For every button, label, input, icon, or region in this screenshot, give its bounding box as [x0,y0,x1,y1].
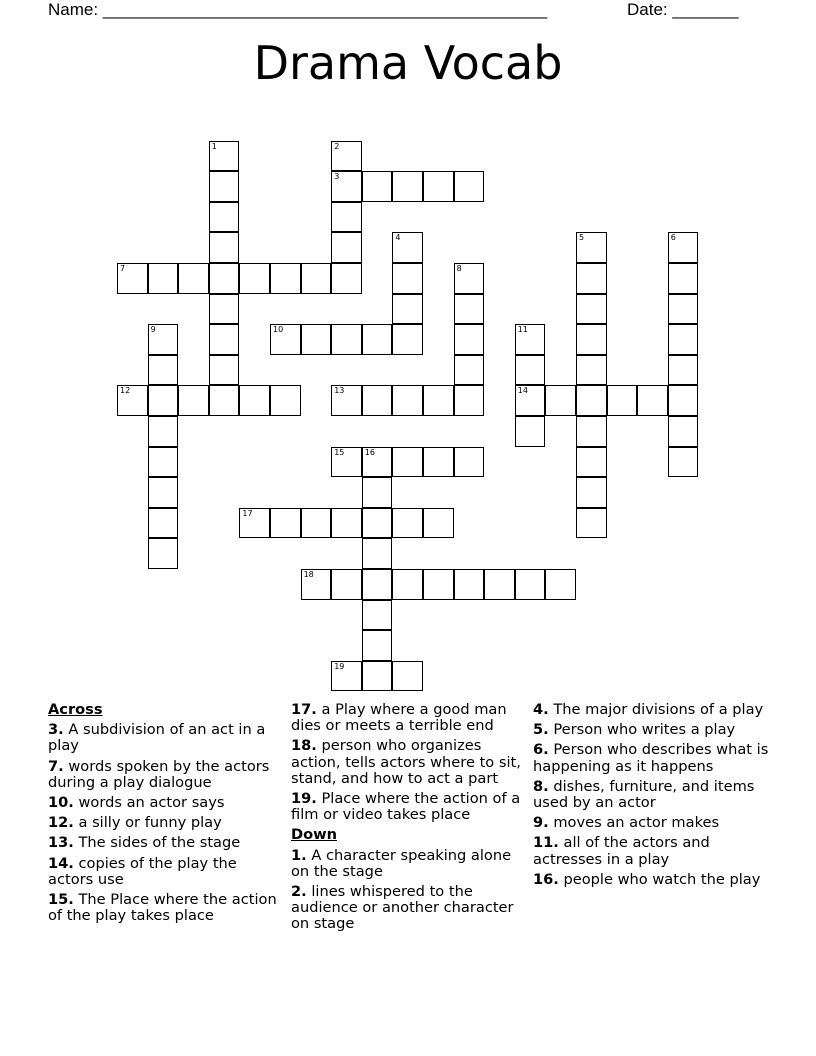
crossword-cell[interactable] [362,508,393,539]
crossword-cell[interactable] [668,416,699,447]
clue-text: Person who writes a play [548,721,736,739]
clue-item [48,835,284,851]
clue-number: 14. [48,854,74,872]
crossword-cell[interactable] [392,294,423,325]
crossword-cell[interactable] [576,508,607,539]
cell-number: 1 [211,141,217,151]
cell-number: 14 [517,386,528,396]
crossword-cell[interactable] [668,232,699,263]
clues-column-3 [533,702,769,892]
crossword-cell[interactable] [209,324,240,355]
crossword-cell[interactable] [362,385,393,416]
crossword-cell[interactable] [454,263,485,294]
crossword-cell[interactable] [117,263,148,294]
clue-number: 10. [48,794,74,812]
crossword-cell[interactable] [362,569,393,600]
crossword-cell[interactable] [423,447,454,478]
clue-item [48,815,284,831]
crossword-cell[interactable] [331,447,362,478]
clue-item [48,892,284,924]
crossword-cell[interactable] [239,263,270,294]
crossword-cell[interactable] [331,661,362,692]
clue-number: 2. [291,883,307,901]
clue-text: A subdivision of an act in a play [48,721,266,755]
crossword-cell[interactable] [270,263,301,294]
crossword-cell[interactable] [668,324,699,355]
clue-number: 6. [533,741,549,759]
crossword-cell[interactable] [209,202,240,233]
clue-text: all of the actors and actresses in a play [533,834,710,868]
crossword-cell[interactable] [331,171,362,202]
cell-number: 7 [120,264,126,273]
clue-number: 17. [291,701,317,718]
clue-number: 5. [533,721,549,739]
clue-text: copies of the play the actors use [48,854,237,888]
crossword-cell[interactable] [362,538,393,569]
clue-text: moves an actor makes [548,814,720,832]
crossword-cell[interactable] [668,385,699,416]
cell-number: 19 [334,661,345,671]
clue-number: 12. [48,814,74,832]
clue-number: 8. [533,777,549,795]
crossword-cell[interactable] [545,385,576,416]
clue-number: 15. [48,891,74,909]
cell-number: 6 [670,233,676,243]
crossword-cell[interactable] [576,232,607,263]
clue-number: 4. [533,701,549,718]
crossword-cell[interactable] [301,263,332,294]
crossword-cell[interactable] [423,508,454,539]
cell-number: 5 [579,233,585,243]
crossword-cell[interactable] [148,324,179,355]
crossword-cell[interactable] [576,385,607,416]
clue-text: words an actor says [73,794,225,812]
clue-text: The Place where the action of the play takes place [48,891,277,925]
crossword-cell[interactable] [270,508,301,539]
clue-number: 1. [291,846,307,864]
crossword-cell[interactable] [423,569,454,600]
crossword-cell[interactable] [331,569,362,600]
clue-number: 16. [533,870,559,888]
crossword-cell[interactable] [209,232,240,263]
clue-item [533,835,769,867]
clue-item [533,742,769,774]
crossword-cell[interactable] [454,294,485,325]
clues-column-2 [291,702,527,937]
crossword-cell[interactable] [392,232,423,263]
name-field-label: Name: _______________________________________________ [48,0,548,19]
crossword-cell[interactable] [209,355,240,386]
crossword-cell[interactable] [362,661,393,692]
crossword-cell[interactable] [209,263,240,294]
cell-number: 17 [242,508,253,518]
crossword-cell[interactable] [331,263,362,294]
clue-item [48,795,284,811]
crossword-cell[interactable] [148,508,179,539]
crossword-cell[interactable] [668,355,699,386]
crossword-cell[interactable] [576,416,607,447]
crossword-cell[interactable] [239,385,270,416]
crossword-cell[interactable] [178,385,209,416]
cell-number: 15 [334,447,345,457]
clue-text: Person who describes what is happening as it happens [533,741,769,775]
crossword-cell[interactable] [576,355,607,386]
crossword-cell[interactable] [454,385,485,416]
crossword-cell[interactable] [454,324,485,355]
crossword-cell[interactable] [607,385,638,416]
crossword-cell[interactable] [331,232,362,263]
crossword-cell[interactable] [454,355,485,386]
cell-number: 18 [303,570,314,579]
clue-number: 9. [533,814,549,832]
crossword-cell[interactable] [331,324,362,355]
crossword-cell[interactable] [392,385,423,416]
crossword-cell[interactable] [668,263,699,294]
crossword-cell[interactable] [117,385,148,416]
cell-number: 4 [395,233,401,243]
crossword-cell[interactable] [454,171,485,202]
page-title: Drama Vocab [253,36,563,90]
crossword-cell[interactable] [392,569,423,600]
crossword-cell[interactable] [148,355,179,386]
crossword-cell[interactable] [515,569,546,600]
crossword-cell[interactable] [576,477,607,508]
crossword-cell[interactable] [392,508,423,539]
crossword-cell[interactable] [331,385,362,416]
crossword-cell[interactable] [454,447,485,478]
crossword-cell[interactable] [392,324,423,355]
cell-number: 11 [517,325,528,335]
cell-number: 16 [364,447,375,457]
clue-item [533,722,769,738]
clue-text: A character speaking alone on the stage [291,846,512,880]
crossword-cell[interactable] [392,447,423,478]
crossword-cell[interactable] [178,263,209,294]
crossword-cell[interactable] [392,661,423,692]
cell-number: 8 [456,264,462,273]
down-heading: Down [291,826,338,844]
clue-item [291,702,527,734]
crossword-cell[interactable] [668,447,699,478]
crossword-cell[interactable] [362,600,393,631]
clue-number: 13. [48,834,74,852]
clue-item [533,702,769,718]
clue-item [48,722,284,754]
crossword-cell[interactable] [148,477,179,508]
clue-number: 19. [291,790,317,808]
clue-text: dishes, furniture, and items used by an actor [533,777,755,812]
crossword-cell[interactable] [209,385,240,416]
cell-number: 10 [273,325,284,335]
clue-item [291,848,527,880]
clue-item [533,779,769,811]
clue-text: words spoken by the actors during a play dialogue [48,757,270,791]
crossword-cell[interactable] [545,569,576,600]
crossword-cell[interactable] [576,447,607,478]
crossword-cell[interactable] [392,263,423,294]
clue-text: people who watch the play [558,870,761,888]
crossword-cell[interactable] [301,569,332,600]
clue-text: lines whispered to the audience or another character on stage [291,883,514,933]
crossword-cell[interactable] [148,385,179,416]
crossword-cell[interactable] [362,477,393,508]
crossword-cell[interactable] [301,508,332,539]
crossword-cell[interactable] [362,630,393,661]
crossword-cell[interactable] [331,508,362,539]
clue-number: 7. [48,757,64,775]
clue-item [291,884,527,933]
crossword-cell[interactable] [484,569,515,600]
crossword-cell[interactable] [148,447,179,478]
crossword-cell[interactable] [270,324,301,355]
crossword-cell[interactable] [576,263,607,294]
clue-text: Place where the action of a film or video takes place [291,790,521,824]
crossword-cell[interactable] [362,171,393,202]
clue-number: 3. [48,721,64,739]
date-field-label: Date: _______ [627,0,739,19]
crossword-cell[interactable] [515,355,546,386]
clue-number: 18. [291,737,317,755]
crossword-cell[interactable] [362,324,393,355]
crossword-cell[interactable] [301,324,332,355]
clue-item [291,738,527,787]
cell-number: 12 [120,386,131,396]
cell-number: 9 [150,325,156,335]
crossword-cell[interactable] [148,263,179,294]
crossword-cell[interactable] [148,538,179,569]
crossword-cell[interactable] [331,202,362,233]
crossword-cell[interactable] [576,294,607,325]
cell-number: 13 [334,386,345,396]
crossword-cell[interactable] [515,416,546,447]
clue-text: a Play where a good man dies or meets a terrible end [291,701,507,735]
crossword-cell[interactable] [209,294,240,325]
crossword-cell[interactable] [423,385,454,416]
clue-text: person who organizes action, tells actors where to sit, stand, and how to act a part [291,737,521,787]
crossword-cell[interactable] [637,385,668,416]
cell-number: 2 [334,141,340,151]
crossword-cell[interactable] [362,447,393,478]
clue-text: a silly or funny play [73,814,222,832]
clue-item [48,856,284,888]
cell-number: 3 [334,172,340,182]
clue-text: The major divisions of a play [548,701,764,718]
crossword-cell[interactable] [209,141,240,172]
crossword-cell[interactable] [515,385,546,416]
crossword-cell[interactable] [270,385,301,416]
across-heading: Across [48,701,103,718]
crossword-cell[interactable] [148,416,179,447]
clue-item [291,791,527,823]
crossword-cell[interactable] [239,508,270,539]
clue-item [533,815,769,831]
clue-item [48,759,284,791]
clue-number: 11. [533,834,559,852]
crossword-cell[interactable] [209,171,240,202]
crossword-cell[interactable] [576,324,607,355]
crossword-cell[interactable] [423,171,454,202]
clue-item [533,872,769,888]
crossword-cell[interactable] [668,294,699,325]
crossword-cell[interactable] [331,141,362,172]
crossword-cell[interactable] [454,569,485,600]
crossword-cell[interactable] [515,324,546,355]
crossword-cell[interactable] [392,171,423,202]
clues-column-1 [48,702,284,928]
clue-text: The sides of the stage [73,834,241,852]
